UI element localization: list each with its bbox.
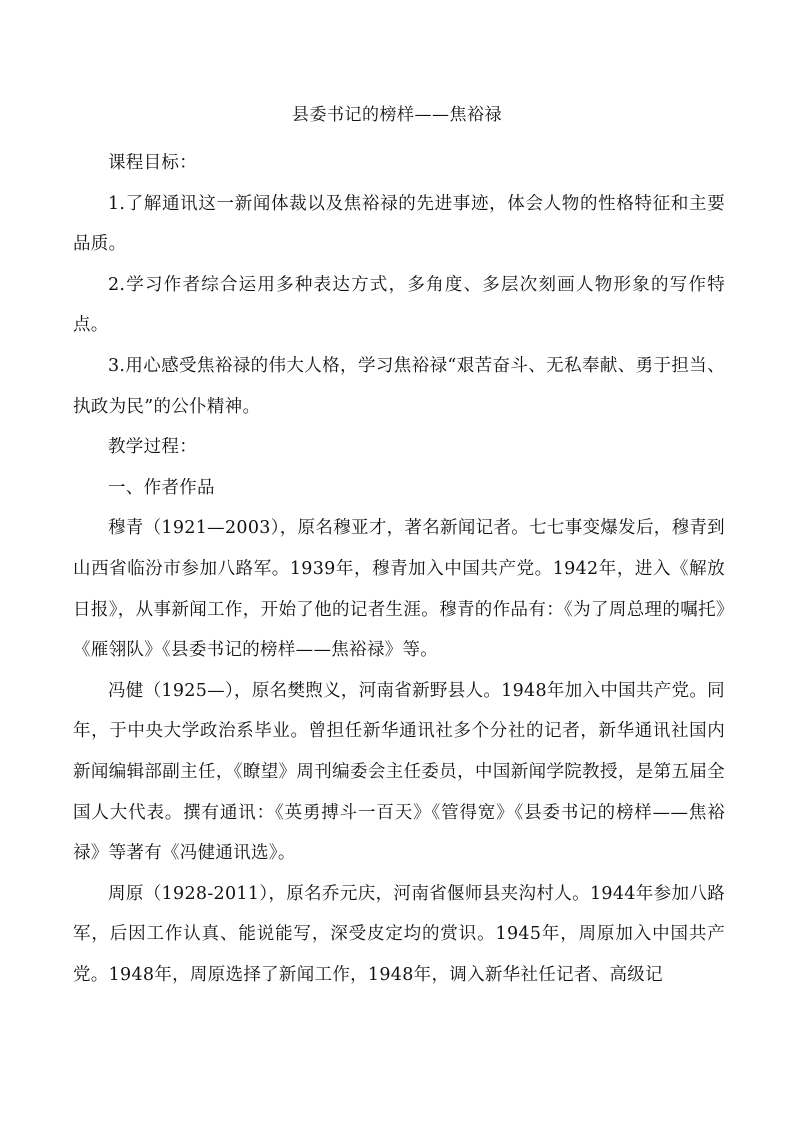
paragraph-goal-1: 1.了解通讯这一新闻体裁以及焦裕禄的先进事迹，体会人物的性格特征和主要品质。 [73,193,725,255]
paragraph-goal-2: 2.学习作者综合运用多种表达方式，多角度、多层次刻画人物形象的写作特点。 [73,274,725,336]
paragraph-author-zhouyuan: 周原（1928-2011），原名乔元庆，河南省偃师县夹沟村人。1944年参加八路军，后因工作认真、能说能写，深受皮定均的赏识。1945年，周原加入中国共产党。1948年，周原选择了新闻工作，1948年，调入新华社任记者、高级记 [73,883,725,985]
paragraph-course-goals-heading: 课程目标： [108,153,197,173]
paragraph-author-fengjian: 冯健（1925—），原名樊煦义，河南省新野县人。1948年加入中国共产党。同年，于中央大学政治系毕业。曾担任新华通讯社多个分社的记者，新华通讯社国内新闻编辑部副主任，《瞭望》周刊编委会主任委员，中国新闻学院教授，是第五届全国人大代表。撰有通讯：《英勇搏斗一百天》《管得宽》《县委书记的榜样——焦裕禄》等著有《冯健通讯选》。 [73,680,725,864]
paragraph-author-muqing: 穆青（1921—2003），原名穆亚才，著名新闻记者。七七事变爆发后，穆青到山西省临汾市参加八路军。1939年，穆青加入中国共产党。1942年，进入《解放日报》，从事新闻工作，开始了他的记者生涯。穆青的作品有：《为了周总理的嘱托》《雁翎队》《县委书记的榜样——焦裕禄》等。 [73,518,725,661]
document-title: 县委书记的榜样——焦裕禄 [292,105,502,125]
document-body [73,143,725,995]
paragraph-teaching-process-heading: 教学过程： [108,437,197,458]
paragraph-goal-3: 3.用心感受焦裕禄的伟大人格，学习焦裕禄“艰苦奋斗、无私奉献、勇于担当、执政为民”的公仆精神。 [73,355,725,417]
paragraph-section-authors-heading: 一、作者作品 [108,477,215,498]
